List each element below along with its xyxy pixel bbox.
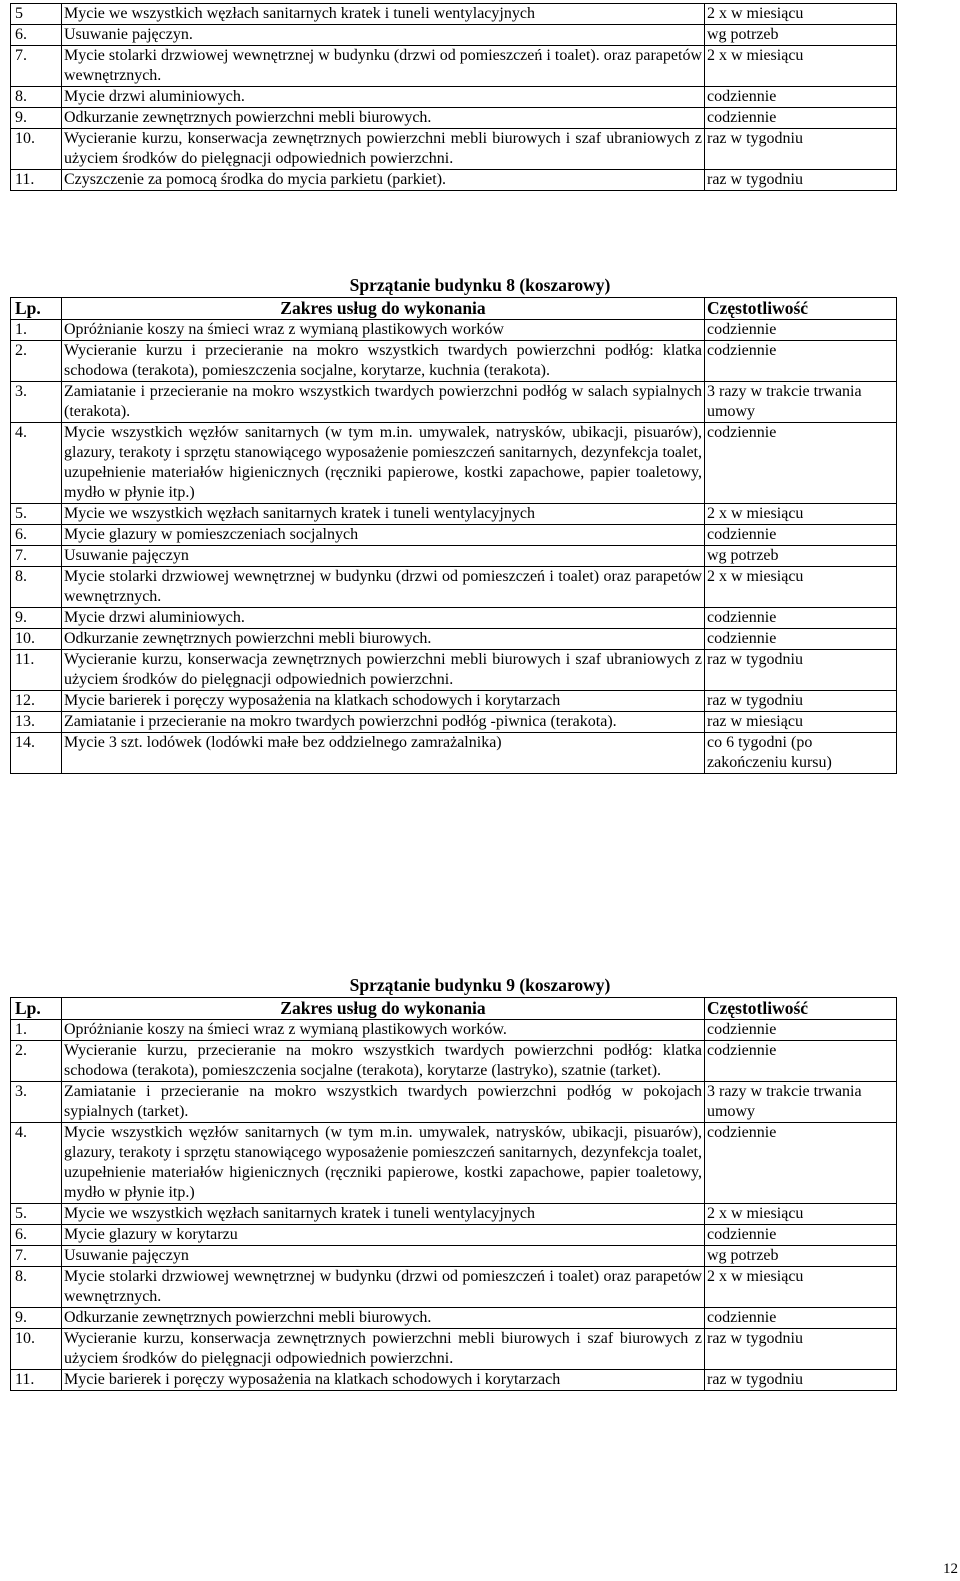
header-lp: Lp. [11, 998, 62, 1020]
row-frequency: codziennie [705, 1225, 897, 1246]
table-row [11, 46, 897, 87]
row-description: Usuwanie pajęczyn [62, 1246, 705, 1267]
row-description: Zamiatanie i przecieranie na mokro wszystkich twardych powierzchni podłóg w salach sypialnych (terakota). [62, 382, 705, 423]
table-row [11, 1225, 897, 1246]
row-description: Wycieranie kurzu, konserwacja zewnętrznych powierzchni mebli biurowych i szaf ubraniowych z użyciem środków do pielęgnacji odpowiednich powierzchni. [62, 650, 705, 691]
row-description: Usuwanie pajęczyn. [62, 25, 705, 46]
row-number: 9. [11, 108, 62, 129]
row-frequency: 2 x w miesiącu [705, 1267, 897, 1308]
table-row [11, 4, 897, 25]
header-frequency: Częstotliwość [705, 998, 897, 1020]
row-description: Mycie stolarki drzwiowej wewnętrznej w budynku (drzwi od pomieszczeń i toalet). oraz parapetów wewnętrznych. [62, 46, 705, 87]
table-row [11, 1370, 897, 1391]
row-description: Mycie stolarki drzwiowej wewnętrznej w budynku (drzwi od pomieszczeń i toalet) oraz parapetów wewnętrznych. [62, 1267, 705, 1308]
row-description: Usuwanie pajęczyn [62, 546, 705, 567]
table-row [11, 650, 897, 691]
row-frequency: wg potrzeb [705, 546, 897, 567]
row-description: Wycieranie kurzu, konserwacja zewnętrznych powierzchni mebli biurowych i szaf ubraniowych z użyciem środków do pielęgnacji odpowiednich powierzchni. [62, 129, 705, 170]
table-row [11, 1204, 897, 1225]
row-frequency: codziennie [705, 1020, 897, 1041]
row-description: Wycieranie kurzu, konserwacja zewnętrznych powierzchni mebli biurowych i szaf biurowych z użyciem środków do pielęgnacji odpowiednich powierzchni. [62, 1329, 705, 1370]
row-description: Mycie drzwi aluminiowych. [62, 87, 705, 108]
row-number: 4. [11, 423, 62, 504]
row-number: 4. [11, 1123, 62, 1204]
table-row [11, 1041, 897, 1082]
table-row [11, 1082, 897, 1123]
table-row [11, 320, 897, 341]
row-frequency: raz w tygodniu [705, 650, 897, 691]
table-row [11, 1267, 897, 1308]
row-frequency: raz w tygodniu [705, 170, 897, 191]
row-description: Mycie drzwi aluminiowych. [62, 608, 705, 629]
table-body [11, 4, 897, 191]
table-row [11, 382, 897, 423]
page-number: 12 [943, 1561, 958, 1577]
table-row [11, 170, 897, 191]
row-number: 9. [11, 608, 62, 629]
row-number: 6. [11, 525, 62, 546]
row-number: 7. [11, 546, 62, 567]
table-row [11, 608, 897, 629]
row-frequency: codziennie [705, 341, 897, 382]
table-row [11, 25, 897, 46]
row-frequency: codziennie [705, 1123, 897, 1204]
row-number: 10. [11, 1329, 62, 1370]
row-frequency: wg potrzeb [705, 25, 897, 46]
table-row [11, 1123, 897, 1204]
table-header-row [11, 298, 897, 320]
row-frequency: codziennie [705, 423, 897, 504]
row-description: Zamiatanie i przecieranie na mokro twardych powierzchni podłóg -piwnica (terakota). [62, 712, 705, 733]
header-scope: Zakres usług do wykonania [62, 998, 705, 1020]
row-description: Opróżnianie koszy na śmieci wraz z wymianą plastikowych worków. [62, 1020, 705, 1041]
row-frequency: 2 x w miesiącu [705, 4, 897, 25]
header-lp: Lp. [11, 298, 62, 320]
row-frequency: raz w tygodniu [705, 1370, 897, 1391]
row-frequency: codziennie [705, 1308, 897, 1329]
row-number: 3. [11, 1082, 62, 1123]
section-title-building-9: Sprzątanie budynku 9 (koszarowy) [349, 975, 611, 995]
table-row [11, 87, 897, 108]
table-row [11, 1308, 897, 1329]
header-scope: Zakres usług do wykonania [62, 298, 705, 320]
row-frequency: codziennie [705, 629, 897, 650]
row-number: 11. [11, 650, 62, 691]
row-number: 1. [11, 1020, 62, 1041]
row-number: 10. [11, 129, 62, 170]
row-frequency: 3 razy w trakcie trwania umowy [705, 382, 897, 423]
row-number: 1. [11, 320, 62, 341]
row-description: Wycieranie kurzu i przecieranie na mokro wszystkich twardych powierzchni podłóg: klatka schodowa (terakota), pomieszczenia socjalne, korytarze, kuchnia (terakota). [62, 341, 705, 382]
row-number: 13. [11, 712, 62, 733]
row-description: Mycie we wszystkich węzłach sanitarnych kratek i tuneli wentylacyjnych [62, 504, 705, 525]
row-frequency: codziennie [705, 1041, 897, 1082]
row-description: Mycie wszystkich węzłów sanitarnych (w tym m.in. umywalek, natrysków, ubikacji, pisuarów), glazury, terakoty i sprzętu stanowiącego wyposażenie pomieszczeń sanitarnych, dezynfekcja toalet, uzupełnienie materiałów higienicznych (ręczniki papierowe, kostki zapachowe, papier toaletowy, mydło w płynie itp.) [62, 423, 705, 504]
row-number: 5. [11, 504, 62, 525]
section-title-building-8: Sprzątanie budynku 8 (koszarowy) [349, 275, 611, 295]
row-frequency: 2 x w miesiącu [705, 1204, 897, 1225]
row-description: Odkurzanie zewnętrznych powierzchni mebli biurowych. [62, 108, 705, 129]
table-row [11, 691, 897, 712]
table-body [11, 1020, 897, 1391]
row-frequency: codziennie [705, 608, 897, 629]
table-row [11, 733, 897, 774]
schedule-table-building-9 [10, 997, 897, 1391]
row-frequency: 2 x w miesiącu [705, 504, 897, 525]
table-body [11, 320, 897, 774]
row-description: Czyszczenie za pomocą środka do mycia parkietu (parkiet). [62, 170, 705, 191]
table-row [11, 1329, 897, 1370]
row-frequency: raz w tygodniu [705, 691, 897, 712]
row-description: Mycie we wszystkich węzłach sanitarnych kratek i tuneli wentylacyjnych [62, 1204, 705, 1225]
row-number: 11. [11, 1370, 62, 1391]
row-frequency: codziennie [705, 525, 897, 546]
row-number: 2. [11, 341, 62, 382]
row-number: 6. [11, 1225, 62, 1246]
row-description: Mycie glazury w korytarzu [62, 1225, 705, 1246]
row-description: Odkurzanie zewnętrznych powierzchni mebli biurowych. [62, 1308, 705, 1329]
row-description: Odkurzanie zewnętrznych powierzchni mebli biurowych. [62, 629, 705, 650]
row-number: 3. [11, 382, 62, 423]
row-frequency: 3 razy w trakcie trwania umowy [705, 1082, 897, 1123]
table-header-row [11, 998, 897, 1020]
row-number: 7. [11, 1246, 62, 1267]
row-frequency: raz w tygodniu [705, 1329, 897, 1370]
row-number: 12. [11, 691, 62, 712]
row-description: Zamiatanie i przecieranie na mokro wszystkich twardych powierzchni podłóg w pokojach sypialnych (tarket). [62, 1082, 705, 1123]
row-frequency: codziennie [705, 320, 897, 341]
table-row [11, 629, 897, 650]
header-frequency: Częstotliwość [705, 298, 897, 320]
row-frequency: 2 x w miesiącu [705, 46, 897, 87]
table-row [11, 129, 897, 170]
row-frequency: raz w miesiącu [705, 712, 897, 733]
row-frequency: codziennie [705, 87, 897, 108]
schedule-table-building-8 [10, 297, 897, 774]
row-description: Mycie barierek i poręczy wyposażenia na klatkach schodowych i korytarzach [62, 691, 705, 712]
table-row [11, 423, 897, 504]
row-frequency: co 6 tygodni (po zakończeniu kursu) [705, 733, 897, 774]
table-row [11, 546, 897, 567]
row-number: 8. [11, 1267, 62, 1308]
row-number: 6. [11, 25, 62, 46]
row-frequency: 2 x w miesiącu [705, 567, 897, 608]
row-description: Mycie glazury w pomieszczeniach socjalnych [62, 525, 705, 546]
row-number: 8. [11, 87, 62, 108]
row-description: Wycieranie kurzu, przecieranie na mokro wszystkich twardych powierzchni podłóg: klatka schodowa (terakota), pomieszczenia socjalne (terakota), korytarze (lastryko), szatnie (tarket). [62, 1041, 705, 1082]
table-row [11, 504, 897, 525]
row-number: 10. [11, 629, 62, 650]
row-number: 8. [11, 567, 62, 608]
row-frequency: raz w tygodniu [705, 129, 897, 170]
row-description: Mycie stolarki drzwiowej wewnętrznej w budynku (drzwi od pomieszczeń i toalet) oraz parapetów wewnętrznych. [62, 567, 705, 608]
table-row [11, 525, 897, 546]
row-frequency: codziennie [705, 108, 897, 129]
row-description: Opróżnianie koszy na śmieci wraz z wymianą plastikowych worków [62, 320, 705, 341]
row-number: 5 [11, 4, 62, 25]
table-row [11, 341, 897, 382]
row-description: Mycie 3 szt. lodówek (lodówki małe bez oddzielnego zamrażalnika) [62, 733, 705, 774]
row-description: Mycie wszystkich węzłów sanitarnych (w tym m.in. umywalek, natrysków, ubikacji, pisuarów), glazury, terakoty i sprzętu stanowiącego wyposażenie pomieszczeń sanitarnych, dezynfekcja toalet, uzupełnienie materiałów higienicznych (ręczniki papierowe, kostki zapachowe, papier toaletowy, mydło w płynie itp.) [62, 1123, 705, 1204]
table-row [11, 1246, 897, 1267]
schedule-table-continued [10, 3, 897, 191]
row-number: 5. [11, 1204, 62, 1225]
row-number: 14. [11, 733, 62, 774]
row-number: 2. [11, 1041, 62, 1082]
table-row [11, 108, 897, 129]
row-frequency: wg potrzeb [705, 1246, 897, 1267]
row-number: 11. [11, 170, 62, 191]
table-row [11, 1020, 897, 1041]
table-row [11, 567, 897, 608]
row-description: Mycie barierek i poręczy wyposażenia na klatkach schodowych i korytarzach [62, 1370, 705, 1391]
row-number: 9. [11, 1308, 62, 1329]
table-row [11, 712, 897, 733]
row-number: 7. [11, 46, 62, 87]
row-description: Mycie we wszystkich węzłach sanitarnych kratek i tuneli wentylacyjnych [62, 4, 705, 25]
